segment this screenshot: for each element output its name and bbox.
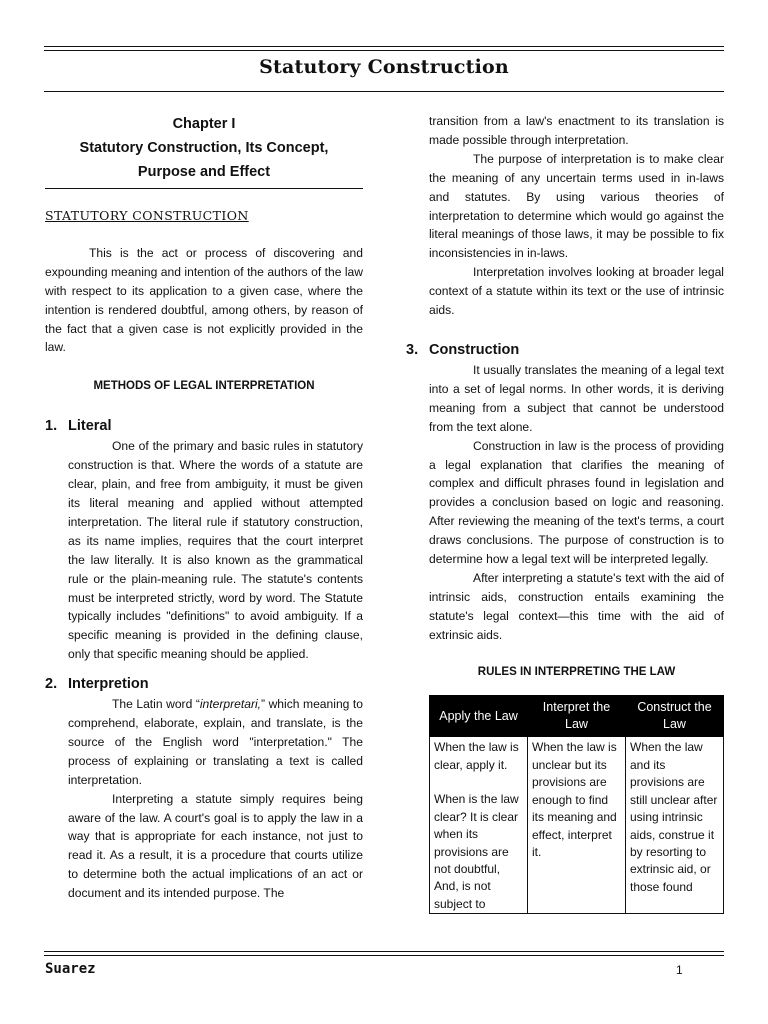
cell-interpret [528,737,626,914]
left-column [45,112,363,903]
footer-author: Suarez [45,961,96,977]
page-number: 1 [676,963,683,977]
header-interpret-the-law: Interpret the Law [528,696,626,737]
title-underline [44,91,724,92]
header-construct-the-law: Construct the Law [626,696,724,737]
interpretion-number: 2. [45,676,58,693]
rules-heading: RULES IN INTERPRETING THE LAW [477,665,676,678]
footer-rule-top [44,951,724,952]
document-title: Statutory Construction [259,56,509,78]
construction-title: Construction [429,341,520,358]
chapter-title-line1: Statutory Construction, Its Concept, [79,140,329,156]
chapter-title-line2: Purpose and Effect [137,164,271,180]
table-row [430,737,724,914]
cell-construct [626,737,724,914]
interpretion-title: Interpretion [68,676,149,693]
continued-paragraph: transition from a law's enactment to its translation is made possible through interpretation. [429,114,724,147]
literal-section [45,437,363,664]
construction-paragraph-2: Construction in law is the process of providing a legal explanation that clarifies the meaning of complex and difficult phrases found in legislation and provides a conclusion based on logic and reasoning. After reviewing the meaning of the text's terms, a court draws conclusions. The purpose of construction is to determine how a legal text will be interpreted legally. [429,438,724,567]
cell-interpret-content [532,739,621,911]
table-header-row [430,696,724,737]
chapter-heading [45,112,363,189]
literal-paragraph: One of the primary and basic rules in statutory construction is that. Where the words of a statute are clear, plain, and free from ambiguity, it must be given its literal meaning and applied without attempted interpretation. The literal rule if statutory construction, as its name implies, requires that the court interpret the law literally. It is also known as the grammatical rule or the plain-meaning rule. The statute's contents must be interpreted strictly, word by word. The Statute typically includes "definitions" to avoid ambiguity. If a specific meaning is provided in the defining clause, only that specific meaning should be applied. [68,439,363,662]
literal-heading [45,416,363,436]
construction-heading [406,340,724,360]
right-column [406,112,724,914]
header-apply-the-law: Apply the Law [430,696,528,737]
latin-word-open: The Latin word “ [112,697,200,712]
involves-paragraph: Interpretation involves looking at broader legal context of a statute within its text or the use of intrinsic aids. [429,265,724,318]
header-rule-bottom [44,50,724,51]
latin-word: interpretari, [199,697,262,712]
methods-heading: METHODS OF LEGAL INTERPRETATION [93,380,315,393]
cell-apply-text-2: When is the law clear? It is clear when its provisions are not doubtful, And, is not subject to [434,792,519,911]
chapter-number: Chapter I [172,116,236,132]
literal-number: 1. [45,418,58,435]
construction-paragraph-3: After interpreting a statute's text with the aid of intrinsic aids, construction entails examining the statute's legal context—this time with the aid of extrinsic aids. [429,570,724,642]
cell-construct-text: When the law and its provisions are still unclear after using intrinsic aids, construe it by resorting to extrinsic aid, or those found [630,740,718,894]
footer-rule-bottom [44,955,724,956]
cell-interpret-text: When the law is unclear but its provisions are enough to find its meaning and effect, interpret it. [532,740,617,859]
purpose-paragraph: The purpose of interpretation is to make clear the meaning of any uncertain terms used in in-laws and statutes. By using various theories of interpretation to determine which would go against the literal meanings of those laws, it may be possible to fix inconsistencies in in-laws. [429,151,724,261]
literal-title: Literal [68,418,112,435]
interpretion-heading [45,674,363,694]
header-rule-top [44,46,724,47]
interpretion-paragraph-2: Interpreting a statute simply requires being aware of the law. A court's goal is to apply the law in a way that is appropriate for each instance, not just to read it. As a result, it is a procedure that courts utilize to determine both the actual implications of an act or document and its intended purpose. The [68,791,363,901]
cell-construct-content [630,739,719,911]
rules-table [429,695,724,914]
spacer [434,774,523,791]
interpretion-paragraph-1 [68,695,363,790]
cell-apply-text-1: When the law is clear, apply it. [434,740,519,772]
spacer [45,664,363,674]
section-heading: STATUTORY CONSTRUCTION [45,208,249,223]
cell-apply-content [434,739,523,911]
construction-number: 3. [406,341,419,358]
cell-apply [430,737,528,914]
spacer [429,320,724,340]
intro-paragraph: This is the act or process of discovering and expounding meaning and intention of the authors of the law with respect to its application to a given case, where the intention is rendered doubtful, among others, by reason of the fact that a given case is not explicitly provided in the law. [45,245,363,355]
interpretion-section [45,695,363,903]
latin-word-rest: ” which meaning to comprehend, elaborate, explain, and translate, is the source of the English word "interpretation." The process of explaining or translating a text is called interpretation. [68,697,363,787]
construction-paragraph-1: It usually translates the meaning of a legal text into a set of legal norms. In other words, it is deriving meaning from a subject that cannot be understood from the text alone. [429,362,724,434]
